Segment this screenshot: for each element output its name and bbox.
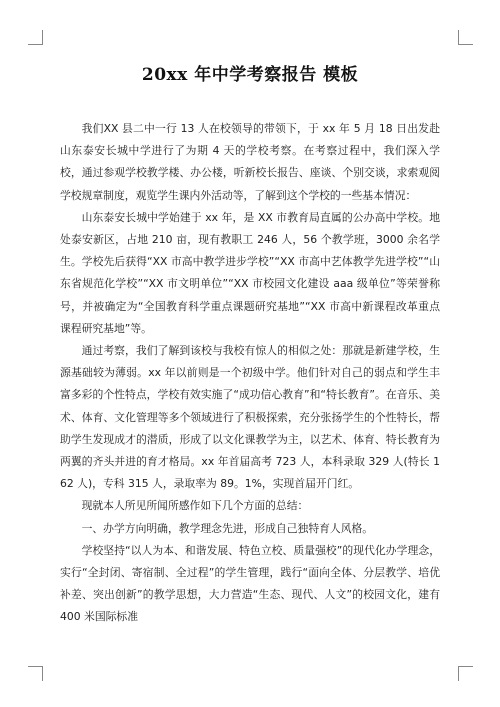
page-corner-mark-bottom-left [28, 666, 43, 681]
paragraph-philosophy: 学校坚持“以人为本、和谐发展、特色立校、质量强校”的现代化办学理念，实行“全封闭、寄宿制、全过程”的学生管理，践行“面向全体、分层教学、培优补差、突出创新”的教学思想，大力营造“生态、现代、人文”的校园文化，建有 400 米国际标准 [60, 543, 440, 624]
paragraph-intro: 我们XX 县二中一行 13 人在校领导的带领下，于 xx 年 5 月 18 日出发赴山东泰安长城中学进行了为期 4 天的学校考察。在考察过程中，我们深入学校，通过参观学校教学楼、办公楼，听新校长报告、座谈、个别交谈，求索观阅学校规章制度，观览学生课内外活动等，了解到这个学校的一些基本情况： [60, 122, 440, 202]
page-corner-mark-top-right [458, 30, 473, 45]
document-body [60, 118, 440, 629]
paragraph-school-overview: 山东泰安长城中学始建于 xx 年，是 XX 市教育局直属的公办高中学校。地处泰安新区，占地 210 亩，现有教职工 246 人，56 个教学班，3000 余名学生。学校先后获得“XX 市高中教学进步学校”“XX 市高中艺体教学先进学校”“山东省规范化学校”“XX 市文明单位”“XX 市校园文化建设 aaa 级单位”等荣誉称号，并被确定为“全国教育科学重点课题研究基地”“XX 市高中新课程改革重点课程研究基地”等。 [60, 210, 440, 335]
paragraph-summary-lead: 现就本人所见所闻所感作如下几个方面的总结： [81, 499, 309, 513]
paragraph-findings: 通过考察，我们了解到该校与我校有惊人的相似之处：那就是新建学校，生源基础较为薄弱。xx 年以前则是一个初级中学。他们针对自己的弱点和学生丰富多彩的个性特点，学校有效实施了“成功信心教育”和“特长教育”。在音乐、美术、体育、文化管理等多个领域进行了积极探索，充分张扬学生的个性特长，帮助学生发现成才的潜质，形成了以文化课教学为主，以艺术、体育、特长教育为两翼的齐头并进的育才格局。xx 年首届高考 723 人，本科录取 329 人(特长 162 人)，专科 315 人，录取率为 89。1%，实现首届开门红。 [60, 344, 440, 491]
document-title: 20xx 年中学考察报告 模板 [141, 65, 359, 85]
page-corner-mark-bottom-right [458, 666, 473, 681]
paragraph-section-heading-1: 一、办学方向明确，教学理念先进，形成自己独特育人风格。 [81, 521, 374, 535]
page-corner-mark-top-left [28, 30, 43, 45]
